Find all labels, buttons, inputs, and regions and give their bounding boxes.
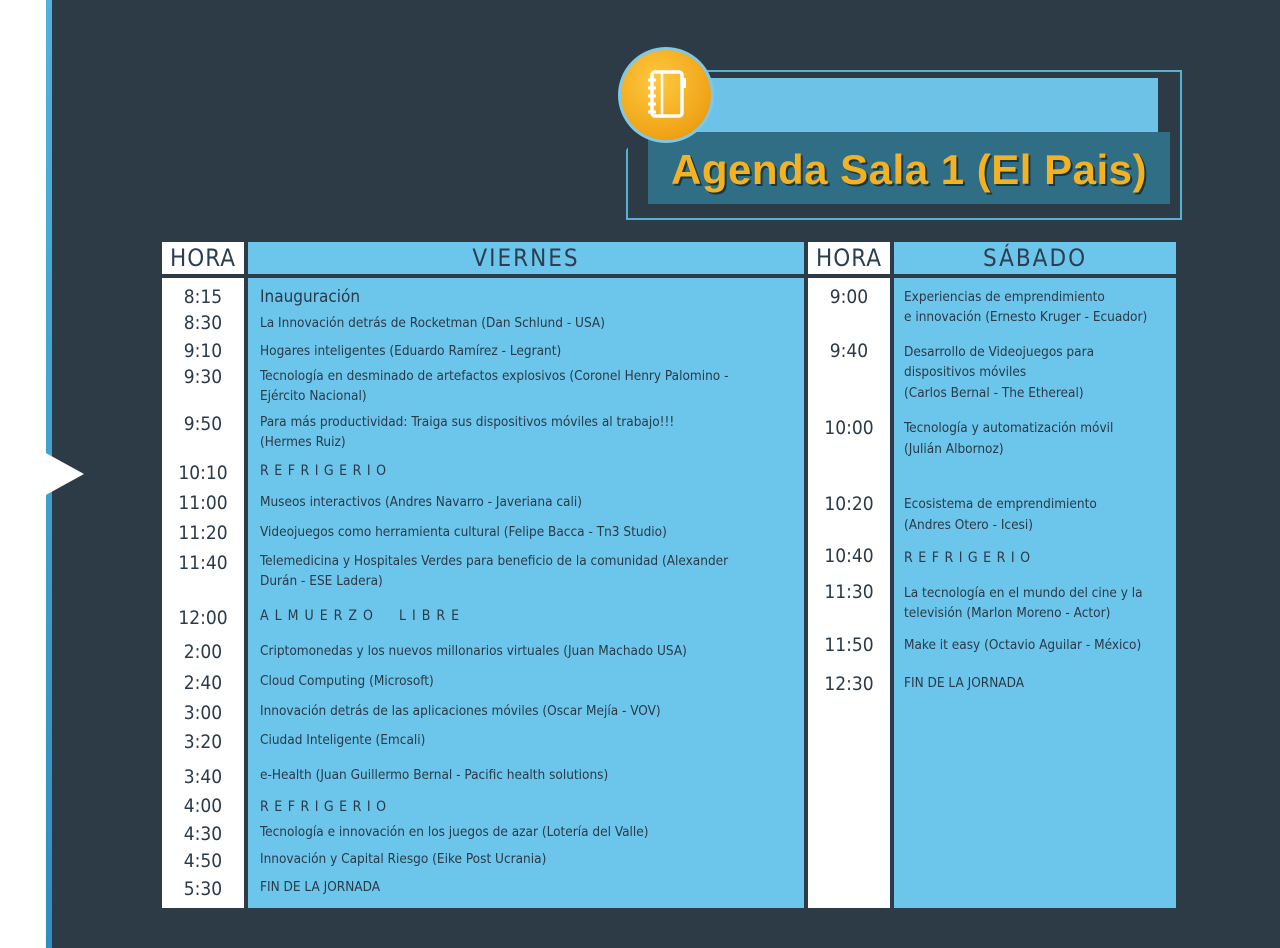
viernes-time: 3:00 <box>183 702 223 724</box>
sabado-event: La tecnología en el mundo del cine y la <box>904 585 1143 601</box>
sabado-event: Desarrollo de Videojuegos para <box>904 344 1095 360</box>
sabado-time: 10:20 <box>824 493 874 515</box>
viernes-event: Videojuegos como herramienta cultural (Felipe Bacca - Tn3 Studio) <box>260 524 667 540</box>
viernes-event-break: REFRIGERIO <box>260 799 392 815</box>
sabado-time: 11:30 <box>824 581 874 603</box>
viernes-time: 10:10 <box>178 462 228 484</box>
sabado-event: Ecosistema de emprendimiento <box>904 496 1097 512</box>
viernes-event: Tecnología e innovación en los juegos de azar (Lotería del Valle) <box>260 824 649 840</box>
sabado-event: Experiencias de emprendimiento <box>904 289 1105 305</box>
viernes-event: Museos interactivos (Andres Navarro - Javeriana cali) <box>260 494 582 510</box>
viernes-time: 11:40 <box>178 552 228 574</box>
viernes-time: 4:00 <box>183 795 223 817</box>
sabado-time: 12:30 <box>824 673 874 695</box>
header-hora-sabado: HORA <box>808 242 890 274</box>
sabado-event: (Carlos Bernal - The Ethereal) <box>904 385 1084 401</box>
viernes-event: La Innovación detrás de Rocketman (Dan Schlund - USA) <box>260 315 605 331</box>
viernes-event: Innovación detrás de las aplicaciones móviles (Oscar Mejía - VOV) <box>260 703 661 719</box>
sabado-event: e innovación (Ernesto Kruger - Ecuador) <box>904 309 1148 325</box>
viernes-time: 3:40 <box>183 766 223 788</box>
header-viernes: VIERNES <box>248 242 804 274</box>
viernes-event: Ejército Nacional) <box>260 388 367 404</box>
viernes-time: 4:30 <box>183 823 223 845</box>
viernes-time: 9:30 <box>183 366 223 388</box>
page-title: Agenda Sala 1 (El Pais) <box>670 146 1147 193</box>
sabado-time: 9:40 <box>829 340 869 362</box>
sabado-time: 9:00 <box>829 286 869 308</box>
viernes-event: FIN DE LA JORNADA <box>260 879 381 895</box>
viernes-time: 8:30 <box>183 312 223 334</box>
notebook-icon <box>642 68 690 122</box>
viernes-event: Durán - ESE Ladera) <box>260 573 383 589</box>
viernes-event: (Hermes Ruiz) <box>260 434 346 450</box>
viernes-time: 2:00 <box>183 641 223 663</box>
sabado-time: 10:40 <box>824 545 874 567</box>
viernes-time: 5:30 <box>183 878 223 900</box>
viernes-event: e-Health (Juan Guillermo Bernal - Pacific health solutions) <box>260 767 609 783</box>
sabado-time: 11:50 <box>824 634 874 656</box>
viernes-event: Ciudad Inteligente (Emcali) <box>260 732 426 748</box>
viernes-event: Tecnología en desminado de artefactos explosivos (Coronel Henry Palomino - <box>260 368 729 384</box>
sabado-event: FIN DE LA JORNADA <box>904 675 1025 691</box>
viernes-time: 4:50 <box>183 850 223 872</box>
viernes-event: Para más productividad: Traiga sus dispositivos móviles al trabajo!!! <box>260 414 675 430</box>
viernes-time: 12:00 <box>178 607 228 629</box>
sabado-event: Tecnología y automatización móvil <box>904 420 1114 436</box>
notebook-badge <box>618 47 714 143</box>
side-arrow-pointer <box>44 452 84 496</box>
viernes-event-lunch: ALMUERZO LIBRE <box>260 608 466 624</box>
viernes-event: Cloud Computing (Microsoft) <box>260 673 434 689</box>
sabado-event: (Andres Otero - Icesi) <box>904 517 1033 533</box>
viernes-event: Telemedicina y Hospitales Verdes para beneficio de la comunidad (Alexander <box>260 553 729 569</box>
viernes-time: 9:10 <box>183 340 223 362</box>
viernes-time: 9:50 <box>183 413 223 435</box>
viernes-event: Hogares inteligentes (Eduardo Ramírez - Legrant) <box>260 343 562 359</box>
viernes-time: 8:15 <box>183 286 223 308</box>
header-sabado: SÁBADO <box>894 242 1176 274</box>
viernes-event-break: REFRIGERIO <box>260 463 392 479</box>
viernes-time: 11:20 <box>178 522 228 544</box>
header-hora-viernes: HORA <box>162 242 244 274</box>
viernes-time: 2:40 <box>183 672 223 694</box>
sabado-event: televisión (Marlon Moreno - Actor) <box>904 605 1111 621</box>
viernes-event: Inauguración <box>260 287 361 307</box>
sabado-event: dispositivos móviles <box>904 364 1027 380</box>
sabado-event: Make it easy (Octavio Aguilar - México) <box>904 637 1142 653</box>
viernes-event: Criptomonedas y los nuevos millonarios virtuales (Juan Machado USA) <box>260 643 687 659</box>
sabado-time: 10:00 <box>824 417 874 439</box>
sabado-event: (Julián Albornoz) <box>904 441 1004 457</box>
viernes-time: 11:00 <box>178 492 228 514</box>
left-white-band <box>0 0 46 948</box>
viernes-event: Innovación y Capital Riesgo (Eike Post Ucrania) <box>260 851 547 867</box>
sabado-event-break: REFRIGERIO <box>904 550 1036 566</box>
viernes-time: 3:20 <box>183 731 223 753</box>
